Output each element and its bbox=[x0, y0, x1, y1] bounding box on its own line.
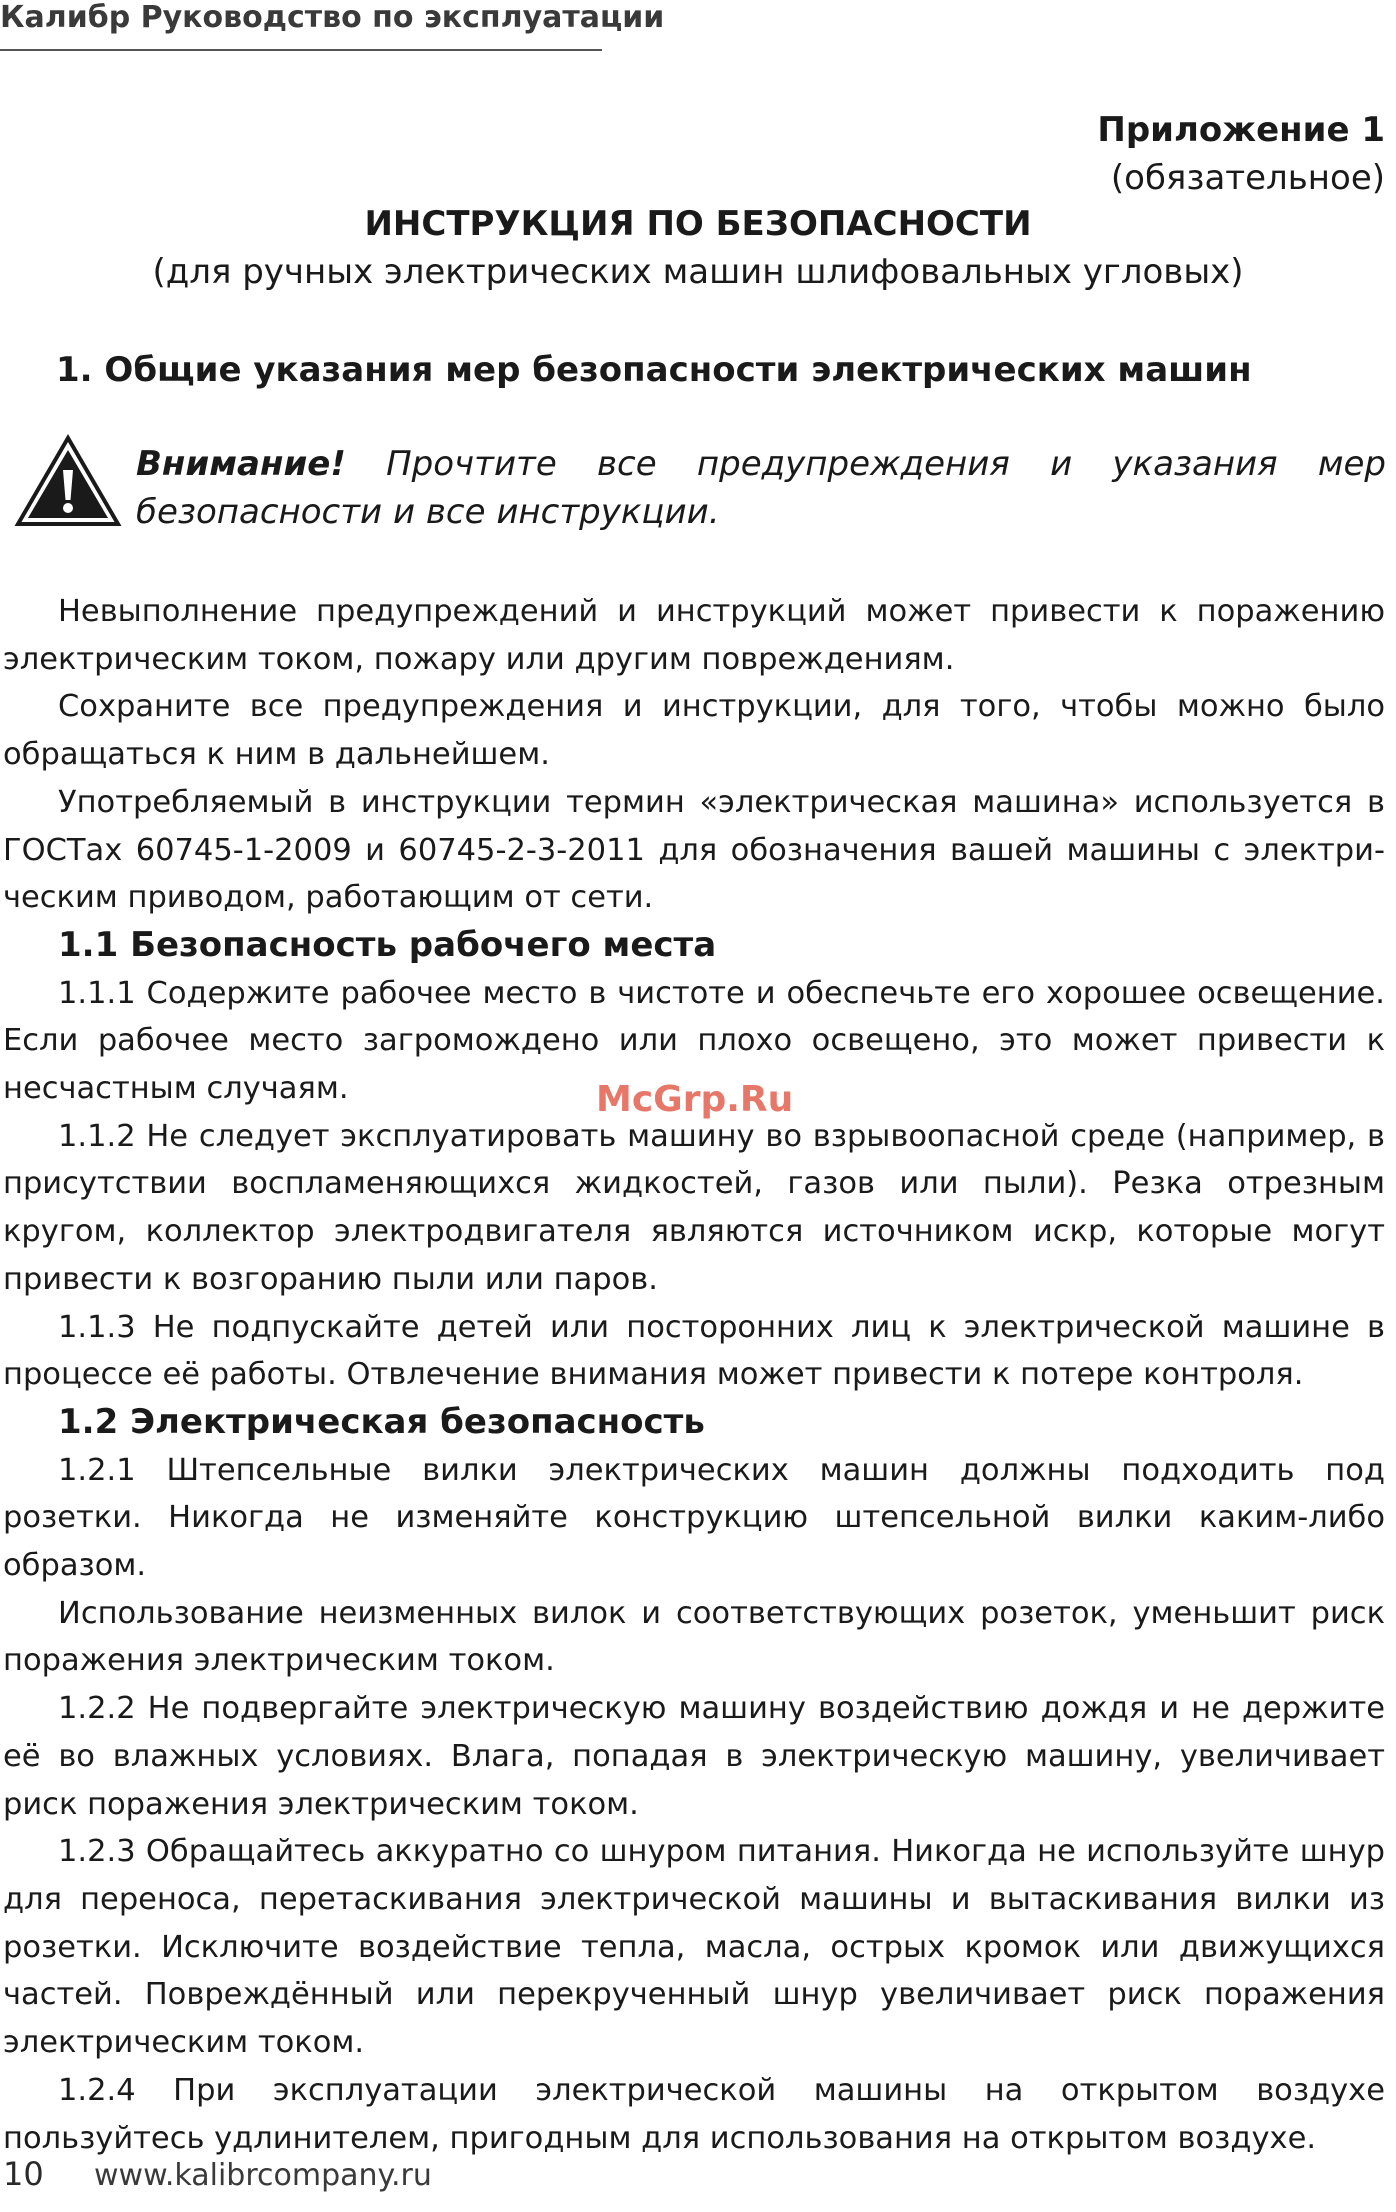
body-content bbox=[3, 588, 1385, 2162]
subsection-heading-1-2: 1.2 Электрическая безопасность bbox=[58, 1401, 705, 1442]
paragraph: Невыполнение предупреждений и инструкций может привести к поражению электрическим током, пожару или другим повреждениям. bbox=[3, 594, 1385, 677]
document-title: ИНСТРУКЦИЯ ПО БЕЗОПАСНОСТИ bbox=[364, 204, 1032, 244]
paragraph: Использование неизменных вилок и соответствующих розеток, уменьшит риск поражения электрическим током. bbox=[3, 1595, 1385, 1679]
paragraph-1-1-2: 1.1.2 Не следует эксплуатировать машину во взрывоопасной среде (например, в присутствии воспламеняющихся жидкостей, газов или пыли). Резка отрезным кругом, коллектор электродвигателя являются источником искр, которые могут привести к возгоранию пыли или паров. bbox=[3, 1118, 1385, 1297]
header-rule bbox=[0, 49, 602, 51]
paragraph-1-1-1: 1.1.1 Содержите рабочее место в чистоте и обеспечьте его хорошее освещение. Если рабочее место загромождено или плохо освещено, это может привести к несчастным случаям. bbox=[3, 975, 1385, 1107]
warning-label: Внимание! bbox=[136, 444, 346, 484]
page-number: 10 bbox=[3, 2155, 44, 2193]
paragraph-1-1-3: 1.1.3 Не подпускайте детей или посторонних лиц к электрической машине в процессе её работы. Отвлечение внимания может привести к потере контроля. bbox=[3, 1309, 1385, 1393]
subsection-heading-1-1: 1.1 Безопасность рабочего места bbox=[58, 924, 717, 965]
appendix-note: (обязательное) bbox=[1110, 158, 1385, 198]
warning-message bbox=[136, 440, 1386, 536]
paragraph: Употребляемый в инструкции термин «электрическая машина» используется в ГОСТах 60745-1-2009 и 60745-2-3-2011 для обозначения вашей машины с электрическим приводом, работающим от сети. bbox=[3, 784, 1385, 916]
paragraph-1-2-3: 1.2.3 Обращайтесь аккуратно со шнуром питания. Никогда не используйте шнур для переноса, перетаскивания электрической машины и вытаскивания вилки из розетки. Исключите воздействие тепла, масла, острых кромок или движущихся частей. Повреждённый или перекрученный шнур увеличивает риск поражения электрическим током. bbox=[3, 1834, 1385, 2061]
paragraph-1-2-2: 1.2.2 Не подвергайте электрическую машину воздействию дождя и не держите её во влажных условиях. Влага, попадая в электрическую машину, увеличивает риск поражения электрическим током. bbox=[3, 1691, 1385, 1822]
warning-text: Прочтите все предупреждения и указания мер безопасности и все инструкции. bbox=[136, 444, 1386, 532]
appendix-title: Приложение 1 bbox=[1097, 110, 1385, 150]
warning-triangle-icon bbox=[14, 434, 122, 530]
paragraph-1-2-4: 1.2.4 При эксплуатации электрической машины на открытом воздухе пользуйтесь удлинителем, пригодным для использования на открытом воздухе. bbox=[3, 2072, 1385, 2156]
header-title: Калибр Руководство по эксплуатации bbox=[0, 0, 665, 35]
watermark: McGrp.Ru bbox=[596, 1079, 794, 1120]
document-subtitle: (для ручных электрических машин шлифовальных угловых) bbox=[152, 252, 1244, 292]
section-heading: 1. Общие указания мер безопасности электрических машин bbox=[56, 350, 1252, 390]
footer-url[interactable]: www.kalibrcompany.ru bbox=[94, 2158, 432, 2193]
paragraph: Сохраните все предупреждения и инструкции, для того, чтобы можно было обращаться к ним в дальнейшем. bbox=[3, 689, 1385, 773]
paragraph-1-2-1: 1.2.1 Штепсельные вилки электрических машин должны подходить под розетки. Никогда не изменяйте конструкцию штепсельной вилки каким-либо образом. bbox=[3, 1452, 1385, 1584]
